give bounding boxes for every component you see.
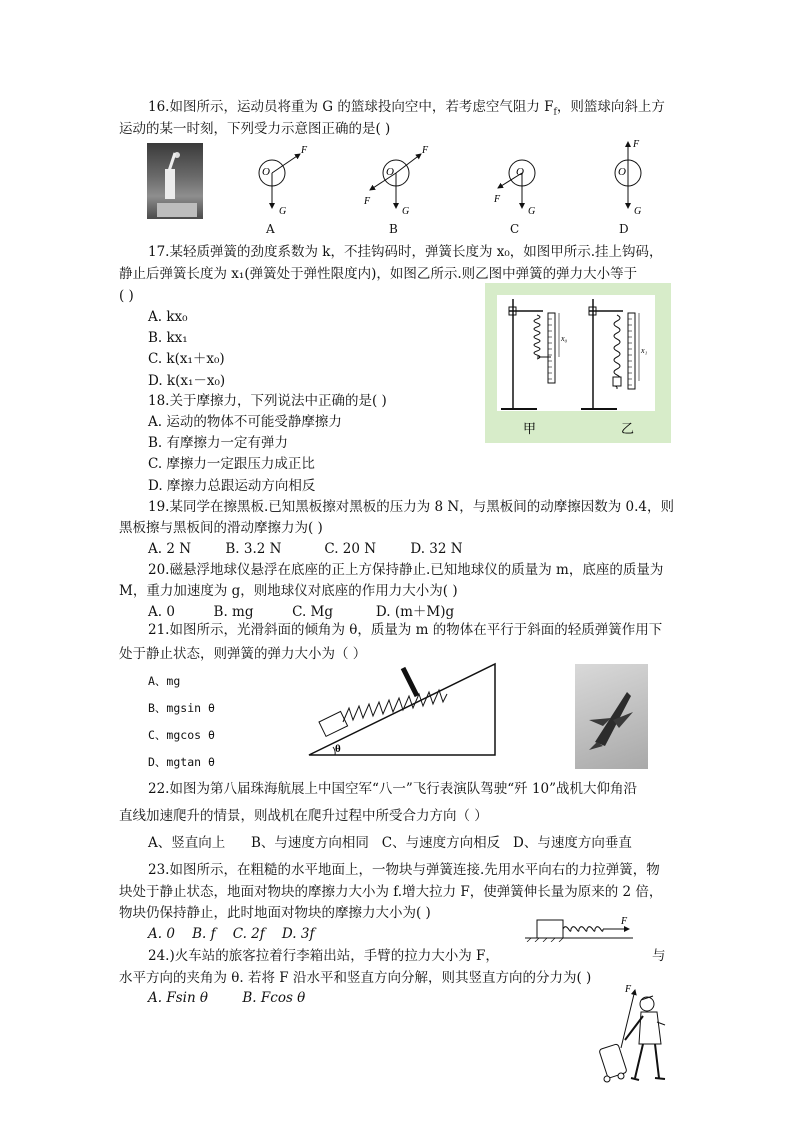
svg-text:O: O bbox=[516, 166, 524, 178]
svg-text:F: F bbox=[364, 196, 371, 207]
q21-option-d: D、mgtan θ bbox=[148, 755, 215, 769]
svg-text:G: G bbox=[402, 206, 410, 217]
svg-text:G: G bbox=[528, 206, 536, 217]
q23-stem-line2: 块处于静止状态，地面对物块的摩擦力大小为 f.增大拉力 F，使弹簧伸长量为原来的 2 倍， bbox=[119, 884, 663, 900]
option-b: B bbox=[389, 222, 398, 236]
q20-stem-line2: M，重力加速度为 g，则地球仪对底座的作用力大小为( ) bbox=[119, 583, 458, 599]
option-d: D bbox=[619, 222, 629, 236]
q24-stem-line2: 水平方向的夹角为 θ. 若将 F 沿水平和竖直方向分解，则其竖直方向的分力为( ) bbox=[119, 970, 592, 986]
label-o: O bbox=[262, 166, 270, 178]
q21-stem-line2: 处于静止状态，则弹簧的弹力大小为（ ） bbox=[119, 646, 367, 662]
q20-stem-line1: 20.磁悬浮地球仪悬浮在底座的正上方保持静止.已知地球仪的质量为 m，底座的质量为 bbox=[148, 562, 664, 578]
diagram-b bbox=[363, 145, 429, 217]
svg-text:F: F bbox=[301, 145, 308, 156]
svg-text:G: G bbox=[634, 206, 642, 217]
q18-option-d: D. 摩擦力总跟运动方向相反 bbox=[148, 478, 316, 494]
q18-option-c: C. 摩擦力一定跟压力成正比 bbox=[148, 456, 315, 472]
q20-options: A. 0 B. mg C. Mg D. (m＋M)g bbox=[148, 604, 455, 620]
q16-stem-line2: 运动的某一时刻，下列受力示意图正确的是( ) bbox=[119, 121, 391, 137]
basketball-photo bbox=[147, 143, 203, 219]
q19-stem-line1: 19.某同学在擦黑板.已知黑板擦对黑板的压力为 8 N，与黑板间的动摩擦因数为 0.4，则 bbox=[148, 499, 675, 515]
q17-option-b: B. kx₁ bbox=[148, 330, 188, 346]
q24-stem-line1: 24.)火车站的旅客拉着行李箱出站，手臂的拉力大小为 F， bbox=[148, 948, 499, 964]
svg-text:F: F bbox=[494, 194, 501, 205]
q21-option-b: B、mgsin θ bbox=[148, 701, 215, 715]
diagram-d bbox=[615, 140, 641, 217]
q19-options: A. 2 N B. 3.2 N C. 20 N D. 32 N bbox=[148, 541, 463, 557]
spring-figure bbox=[485, 283, 671, 443]
svg-text:F: F bbox=[625, 984, 632, 995]
option-c: C bbox=[510, 222, 520, 236]
q18-option-b: B. 有摩擦力一定有弹力 bbox=[148, 435, 289, 451]
svg-text:F: F bbox=[621, 916, 628, 927]
incline-figure bbox=[305, 660, 505, 760]
svg-text:G: G bbox=[279, 206, 287, 217]
svg-text:x₁: x₁ bbox=[641, 346, 648, 355]
block-spring-figure bbox=[525, 912, 655, 942]
svg-text:F: F bbox=[422, 145, 429, 156]
option-a: A bbox=[266, 222, 275, 236]
q23-stem-line3: 物块仍保持静止，此时地面对物块的摩擦力大小为( ) bbox=[119, 905, 431, 921]
q18-stem: 18.关于摩擦力，下列说法中正确的是( ) bbox=[148, 393, 387, 409]
diagram-c bbox=[493, 160, 535, 217]
q17-option-d: D. k(x₁－x₀) bbox=[148, 373, 226, 389]
q22-stem-line2: 直线加速爬升的情景，则战机在爬升过程中所受合力方向（ ） bbox=[119, 808, 488, 824]
svg-text:O: O bbox=[386, 166, 394, 178]
label-yi: 乙 bbox=[621, 421, 635, 436]
q24-options: A. Fsin θ B. Fcos θ bbox=[148, 990, 306, 1006]
q21-option-c: C、mgcos θ bbox=[148, 728, 215, 742]
q17-option-c: C. k(x₁＋x₀) bbox=[148, 351, 225, 367]
force-diagrams bbox=[250, 140, 650, 235]
q19-stem-line2: 黑板擦与黑板间的滑动摩擦力为( ) bbox=[119, 520, 323, 536]
q16-stem-line1: 16.如图所示，运动员将重为 G 的篮球投向空中，若考虑空气阻力 $F_f$，则篮球向斜上方 bbox=[148, 99, 665, 118]
theta-label: θ bbox=[335, 743, 341, 755]
diagram-a bbox=[259, 145, 308, 217]
q23-stem-line1: 23.如图所示，在粗糙的水平地面上，一物块与弹簧连接.先用水平向右的力拉弹簧，物 bbox=[148, 862, 660, 878]
q17-stem-line3: ( ) bbox=[119, 288, 134, 304]
q22-options: A、竖直向上 B、与速度方向相同 C、与速度方向相反 D、与速度方向垂直 bbox=[148, 835, 632, 851]
q22-stem-line1: 22.如图为第八届珠海航展上中国空军“八一”飞行表演队驾驶“歼 10”战机大仰角沿 bbox=[148, 781, 638, 797]
svg-text:x₀: x₀ bbox=[561, 334, 568, 343]
q21-stem-line1: 21.如图所示，光滑斜面的倾角为 θ，质量为 m 的物体在平行于斜面的轻质弹簧作用下 bbox=[148, 622, 663, 638]
svg-text:F: F bbox=[633, 140, 640, 150]
q17-option-a: A. kx₀ bbox=[148, 309, 188, 325]
q17-stem-line1: 17.某轻质弹簧的劲度系数为 k，不挂钩码时，弹簧长度为 x₀，如图甲所示.挂上钩码， bbox=[148, 244, 663, 260]
fighter-jet-photo bbox=[575, 664, 648, 769]
traveler-figure bbox=[595, 982, 675, 1087]
q18-option-a: A. 运动的物体不可能受静摩擦力 bbox=[148, 414, 342, 430]
q21-option-a: A、mg bbox=[148, 674, 181, 688]
label-jia: 甲 bbox=[523, 421, 537, 436]
q24-stem-line1-end: 与 bbox=[652, 948, 666, 964]
q23-options: A. 0 B. f C. 2f D. 3f bbox=[148, 926, 315, 942]
svg-text:O: O bbox=[618, 166, 626, 178]
q17-stem-line2: 静止后弹簧长度为 x₁(弹簧处于弹性限度内)，如图乙所示.则乙图中弹簧的弹力大小等于 bbox=[119, 266, 638, 282]
